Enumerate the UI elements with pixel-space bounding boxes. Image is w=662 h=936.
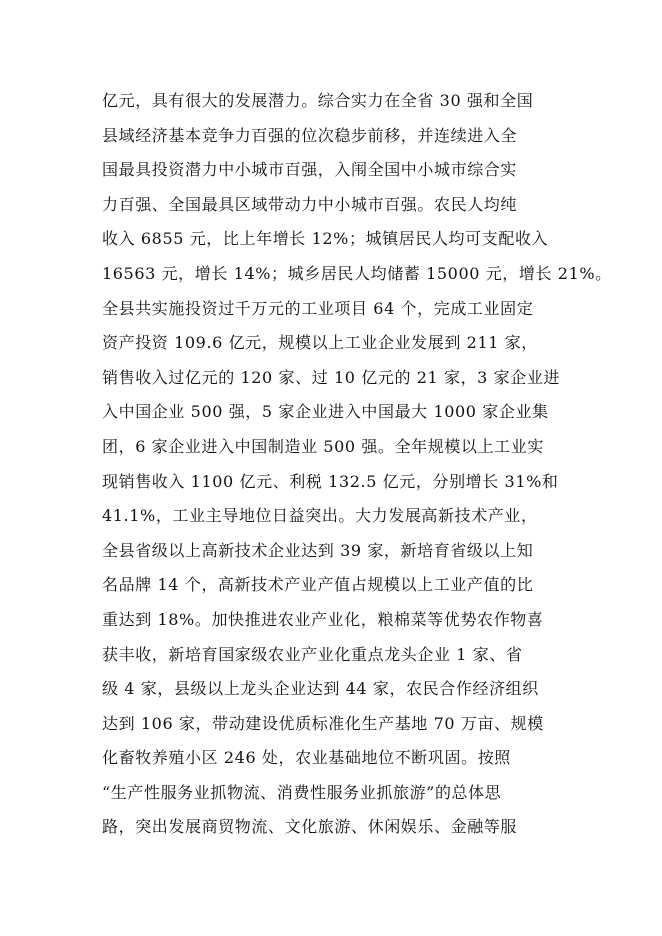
- text-line: 现销售收入 1100 亿元、利税 132.5 亿元，分别增长 31%和: [102, 471, 559, 491]
- text-line: 销售收入过亿元的 120 家、过 10 亿元的 21 家，3 家企业进: [102, 367, 561, 387]
- text-line: 16563 元，增长 14%；城乡居民人均储蓄 15000 元，增长 21%。: [102, 263, 612, 283]
- text-line: 路，突出发展商贸物流、文化旅游、休闲娱乐、金融等服: [102, 817, 518, 837]
- text-line: 达到 106 家，带动建设优质标准化生产基地 70 万亩、规模: [102, 713, 544, 733]
- text-line: 名品牌 14 个，高新技术产业产值占规模以上工业产值的比: [102, 575, 534, 595]
- text-line: 级 4 家，县级以上龙头企业达到 44 家，农民合作经济组织: [102, 679, 539, 699]
- body-text: [102, 84, 612, 845]
- text-line: 化畜牧养殖小区 246 处，农业基础地位不断巩固。按照: [102, 748, 511, 768]
- text-line: 县域经济基本竞争力百强的位次稳步前移，并连续进入全: [102, 125, 518, 145]
- text-line: 国最具投资潜力中小城市百强，入闱全国中小城市综合实: [102, 160, 518, 180]
- text-line: 全县共实施投资过千万元的工业项目 64 个，完成工业固定: [102, 298, 534, 318]
- text-line: 力百强、全国最具区域带动力中小城市百强。农民人均纯: [102, 194, 518, 214]
- text-line: 获丰收，新培育国家级农业产业化重点龙头企业 1 家、省: [102, 644, 523, 664]
- text-line: 团，6 家企业进入中国制造业 500 强。全年规模以上工业实: [102, 436, 544, 456]
- text-line: 资产投资 109.6 亿元，规模以上工业企业发展到 211 家，: [102, 333, 538, 353]
- text-line: 收入 6855 元，比上年增长 12%；城镇居民人均可支配收入: [102, 229, 549, 249]
- text-line: “生产性服务业抓物流、消费性服务业抓旅游”的总体思: [102, 782, 502, 802]
- text-line: 全县省级以上高新技术企业达到 39 家，新培育省级以上知: [102, 540, 534, 560]
- text-line: 入中国企业 500 强，5 家企业进入中国最大 1000 家企业集: [102, 402, 549, 422]
- text-line: 亿元，具有很大的发展潜力。综合实力在全省 30 强和全国: [102, 91, 534, 110]
- text-line: 重达到 18%。加快推进农业产业化，粮棉菜等优势农作物喜: [102, 609, 544, 629]
- text-line: 41.1%，工业主导地位日益突出。大力发展高新技术产业，: [102, 506, 538, 526]
